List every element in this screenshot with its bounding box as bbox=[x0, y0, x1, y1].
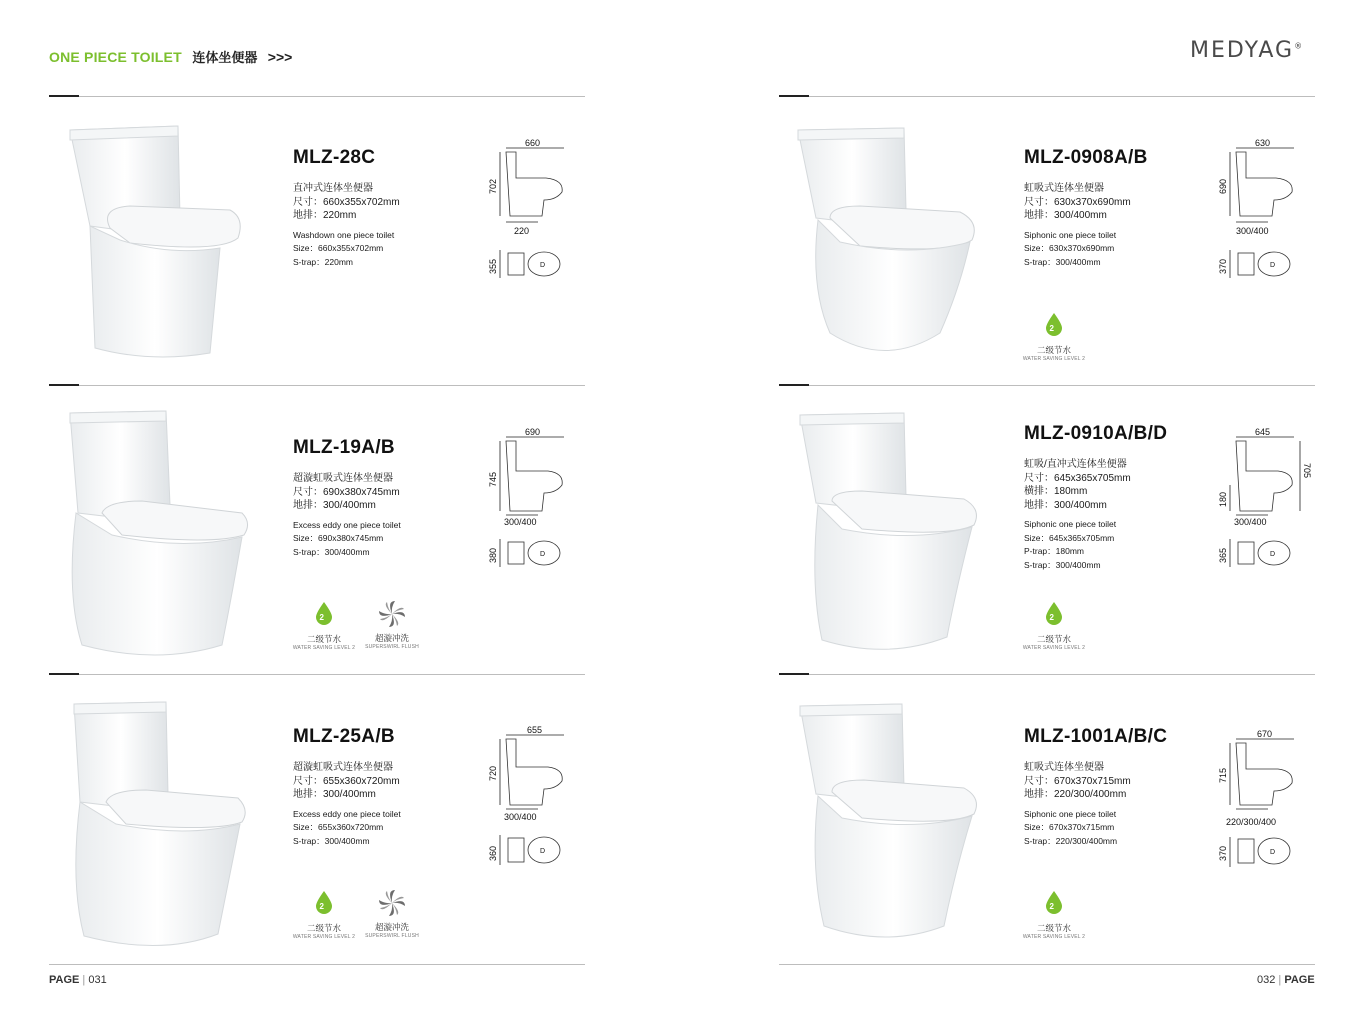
spec-cn-size: 尺寸：660x355x702mm bbox=[293, 196, 400, 208]
spec-en-size: Size：655x360x720mm bbox=[293, 822, 384, 832]
dimension-drawing-mlz-0910abd bbox=[1216, 425, 1311, 575]
brand-logo bbox=[1190, 38, 1302, 63]
spec-en-name: Siphonic one piece toilet bbox=[1024, 519, 1117, 529]
svg-text:2: 2 bbox=[319, 902, 324, 911]
width-label: 660 bbox=[525, 138, 541, 148]
spec-en-name: Excess eddy one piece toilet bbox=[293, 808, 401, 819]
product-info-mlz-0910abd bbox=[1024, 423, 1167, 572]
svg-text:2: 2 bbox=[1049, 324, 1054, 333]
page-separator: | bbox=[82, 974, 86, 986]
depth-label: 365 bbox=[1218, 547, 1228, 563]
badge-water-saving bbox=[289, 601, 359, 651]
trap-label: 300/400 bbox=[1236, 226, 1269, 236]
spec-en-trap: S-trap：220mm bbox=[293, 256, 353, 267]
product-photo-mlz-25ab bbox=[66, 698, 256, 948]
dimension-drawing-mlz-19ab bbox=[486, 425, 571, 575]
divider-accent bbox=[779, 95, 809, 97]
svg-text:D: D bbox=[1270, 551, 1276, 558]
water-saving-icon bbox=[313, 601, 335, 627]
spec-en-name: Excess eddy one piece toilet bbox=[293, 519, 401, 530]
spec-en-size: Size：690x380x745mm bbox=[293, 533, 384, 543]
width-label: 690 bbox=[525, 427, 541, 437]
badge-label-cn: 二级节水 bbox=[306, 634, 341, 644]
section-title-en: ONE PIECE TOILET bbox=[49, 49, 182, 65]
depth-label: 360 bbox=[488, 845, 498, 861]
product-photo-mlz-28c bbox=[60, 118, 250, 368]
badge-label-en: WATER SAVING LEVEL 2 bbox=[292, 645, 356, 651]
spec-en-size: Size：630x370x690mm bbox=[1024, 243, 1115, 253]
footer-divider bbox=[49, 964, 585, 965]
ptrap-label: 180 bbox=[1218, 491, 1228, 507]
badge-label-cn: 超漩冲洗 bbox=[374, 633, 409, 643]
product-photo-mlz-1001abc bbox=[792, 698, 982, 948]
toilet-image bbox=[62, 405, 252, 660]
dimension-drawing-mlz-0908ab bbox=[1216, 136, 1301, 286]
badge-label-en: SUPERSWIRL FLUSH bbox=[365, 933, 419, 939]
product-info-mlz-1001abc bbox=[1024, 726, 1167, 848]
divider bbox=[779, 385, 1315, 386]
side-and-top-view bbox=[486, 136, 571, 286]
swirl-flush-icon bbox=[377, 599, 407, 629]
badge-label-cn: 二级节水 bbox=[1036, 345, 1071, 355]
trap-label: 220 bbox=[514, 226, 530, 236]
badge-swirl-flush bbox=[357, 888, 427, 939]
toilet-image bbox=[66, 698, 256, 948]
brand-registered-mark: ® bbox=[1294, 41, 1303, 51]
badge-label-en: WATER SAVING LEVEL 2 bbox=[1022, 645, 1086, 651]
badge-water-saving bbox=[1019, 890, 1089, 940]
divider bbox=[49, 96, 585, 97]
side-and-top-view bbox=[486, 425, 571, 575]
water-saving-icon bbox=[1043, 312, 1065, 338]
spec-en-strap: S-trap：300/400mm bbox=[1024, 559, 1101, 570]
spec-en-size: Size：670x370x715mm bbox=[1024, 822, 1115, 832]
divider bbox=[49, 674, 585, 675]
spec-en-name: Siphonic one piece toilet bbox=[1024, 808, 1117, 819]
divider-accent bbox=[49, 95, 79, 97]
toilet-image bbox=[792, 698, 982, 948]
model-number: MLZ-0910A/B/D bbox=[1024, 423, 1168, 444]
page-number: 031 bbox=[88, 974, 107, 986]
spec-cn-name: 直冲式连体坐便器 bbox=[293, 183, 373, 194]
spec-cn-size: 尺寸：670x370x715mm bbox=[1024, 775, 1131, 787]
product-info-mlz-28c bbox=[293, 147, 400, 269]
svg-text:2: 2 bbox=[1049, 902, 1054, 911]
section-title-cn: 连体坐便器 bbox=[192, 50, 258, 65]
width-label: 655 bbox=[527, 725, 543, 735]
height-label: 702 bbox=[488, 178, 498, 194]
divider-accent bbox=[779, 384, 809, 386]
product-info-mlz-19ab bbox=[293, 437, 401, 559]
model-number: MLZ-19A/B bbox=[293, 437, 395, 458]
product-info-mlz-25ab bbox=[293, 726, 401, 848]
badge-label-cn: 二级节水 bbox=[1036, 923, 1071, 933]
divider-accent bbox=[779, 673, 809, 675]
side-and-top-view bbox=[1216, 136, 1301, 286]
spec-en-trap: S-trap：220/300/400mm bbox=[1024, 835, 1118, 846]
badge-label-cn: 超漩冲洗 bbox=[374, 922, 409, 932]
badge-label-cn: 二级节水 bbox=[1036, 634, 1071, 644]
side-and-top-view bbox=[1216, 727, 1306, 877]
product-photo-mlz-0908ab bbox=[790, 118, 980, 368]
badge-water-saving bbox=[289, 890, 359, 940]
badge-label-en: WATER SAVING LEVEL 2 bbox=[1022, 934, 1086, 940]
height-label: 690 bbox=[1218, 178, 1228, 194]
trap-label: 300/400 bbox=[504, 812, 537, 822]
spec-cn-name: 超漩虹吸式连体坐便器 bbox=[293, 762, 393, 773]
badge-water-saving bbox=[1019, 312, 1089, 362]
badge-label-cn: 二级节水 bbox=[306, 923, 341, 933]
width-label: 645 bbox=[1255, 427, 1271, 437]
svg-text:2: 2 bbox=[319, 613, 324, 622]
badge-label-en: WATER SAVING LEVEL 2 bbox=[292, 934, 356, 940]
divider-accent bbox=[49, 384, 79, 386]
water-saving-icon bbox=[1043, 601, 1065, 627]
depth-label: 355 bbox=[488, 258, 498, 274]
dimension-drawing-mlz-25ab bbox=[486, 723, 571, 873]
model-number: MLZ-0908A/B bbox=[1024, 147, 1148, 168]
spec-en-name: Washdown one piece toilet bbox=[293, 229, 395, 240]
header-arrows: >>> bbox=[267, 49, 293, 65]
spec-en-name: Siphonic one piece toilet bbox=[1024, 229, 1117, 240]
svg-text:D: D bbox=[1270, 849, 1276, 856]
spec-cn-ptrap: 横排：180mm bbox=[1024, 486, 1088, 497]
model-number: MLZ-25A/B bbox=[293, 726, 395, 747]
spec-cn-name: 虹吸/直冲式连体坐便器 bbox=[1024, 459, 1127, 470]
spec-en-size: Size：645x365x705mm bbox=[1024, 532, 1115, 543]
spec-cn-trap: 地排：300/400mm bbox=[293, 500, 376, 511]
svg-text:D: D bbox=[1270, 262, 1276, 269]
spec-cn-size: 尺寸：630x370x690mm bbox=[1024, 196, 1131, 208]
product-photo-mlz-19ab bbox=[62, 405, 252, 660]
height-label: 720 bbox=[488, 765, 498, 781]
spec-en-trap: S-trap：300/400mm bbox=[293, 835, 370, 846]
svg-text:2: 2 bbox=[1049, 613, 1054, 622]
spec-en-ptrap: P-trap：180mm bbox=[1024, 546, 1084, 556]
depth-label: 380 bbox=[488, 547, 498, 563]
toilet-image bbox=[792, 405, 982, 655]
product-info-mlz-0908ab bbox=[1024, 147, 1148, 269]
dimension-drawing-mlz-28c bbox=[486, 136, 571, 286]
badge-swirl-flush bbox=[357, 599, 427, 650]
height-label: 715 bbox=[1218, 767, 1228, 783]
svg-text:D: D bbox=[540, 848, 546, 855]
svg-text:D: D bbox=[540, 262, 546, 269]
dimension-drawing-mlz-1001abc bbox=[1216, 727, 1306, 877]
spec-cn-strap: 地排：300/400mm bbox=[1024, 499, 1107, 511]
spec-cn-trap: 地排：220mm bbox=[293, 210, 357, 221]
width-label: 670 bbox=[1257, 729, 1273, 739]
water-saving-icon bbox=[313, 890, 335, 916]
spec-en-size: Size：660x355x702mm bbox=[293, 243, 384, 253]
divider bbox=[49, 385, 585, 386]
spec-cn-trap: 地排：220/300/400mm bbox=[1024, 789, 1127, 800]
page-number: 032 bbox=[1257, 974, 1276, 986]
badge-label-en: SUPERSWIRL FLUSH bbox=[365, 644, 419, 650]
divider-accent bbox=[49, 673, 79, 675]
divider bbox=[779, 674, 1315, 675]
page-label: PAGE bbox=[1284, 974, 1315, 986]
height-label: 705 bbox=[1302, 463, 1312, 479]
side-and-top-view bbox=[1216, 425, 1311, 575]
trap-label: 300/400 bbox=[504, 517, 537, 527]
depth-label: 370 bbox=[1218, 258, 1228, 274]
spec-cn-trap: 地排：300/400mm bbox=[293, 789, 376, 800]
page-number-left bbox=[49, 974, 107, 986]
spec-cn-name: 虹吸式连体坐便器 bbox=[1024, 762, 1104, 773]
badge-label-en: WATER SAVING LEVEL 2 bbox=[1022, 356, 1086, 362]
spec-cn-size: 尺寸：645x365x705mm bbox=[1024, 472, 1131, 484]
svg-text:D: D bbox=[540, 551, 546, 558]
page-separator: | bbox=[1278, 974, 1282, 986]
width-label: 630 bbox=[1255, 138, 1271, 148]
swirl-flush-icon bbox=[377, 888, 407, 918]
trap-label: 300/400 bbox=[1234, 517, 1267, 527]
brand-name: MEDYAG bbox=[1190, 38, 1295, 63]
spec-cn-size: 尺寸：690x380x745mm bbox=[293, 486, 400, 498]
trap-label: 220/300/400 bbox=[1226, 817, 1277, 827]
depth-label: 370 bbox=[1218, 845, 1228, 861]
model-number: MLZ-1001A/B/C bbox=[1024, 726, 1168, 747]
footer-divider bbox=[779, 964, 1315, 965]
side-and-top-view bbox=[486, 723, 571, 873]
toilet-image bbox=[60, 118, 250, 368]
product-photo-mlz-0910abd bbox=[792, 405, 982, 655]
spec-en-trap: S-trap：300/400mm bbox=[1024, 256, 1101, 267]
spec-cn-trap: 地排：300/400mm bbox=[1024, 210, 1107, 221]
page-header bbox=[49, 47, 292, 67]
divider bbox=[779, 96, 1315, 97]
spec-cn-name: 虹吸式连体坐便器 bbox=[1024, 183, 1104, 194]
water-saving-icon bbox=[1043, 890, 1065, 916]
spec-cn-size: 尺寸：655x360x720mm bbox=[293, 775, 400, 787]
badge-water-saving bbox=[1019, 601, 1089, 651]
page-number-right bbox=[1257, 974, 1315, 986]
height-label: 745 bbox=[488, 471, 498, 487]
page-label: PAGE bbox=[49, 974, 80, 986]
model-number: MLZ-28C bbox=[293, 147, 376, 168]
spec-en-trap: S-trap：300/400mm bbox=[293, 546, 370, 557]
spec-cn-name: 超漩虹吸式连体坐便器 bbox=[293, 473, 393, 484]
toilet-image bbox=[790, 118, 980, 368]
